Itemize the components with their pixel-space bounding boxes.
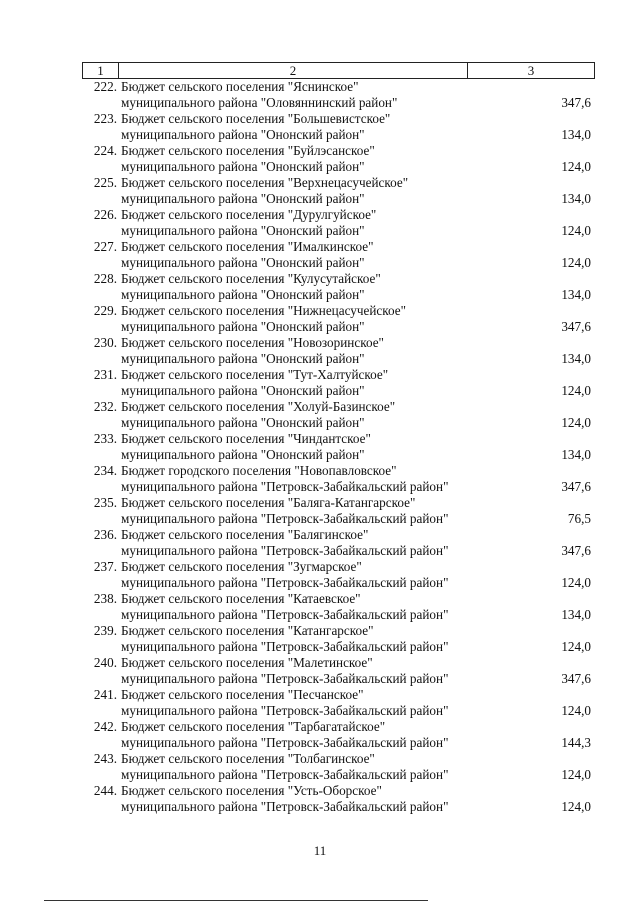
table-row — [82, 143, 597, 175]
row-amount: 134,0 — [561, 191, 591, 206]
row-title: Бюджет сельского поселения "Зугмарское" — [121, 559, 362, 574]
row-amount: 347,6 — [561, 543, 591, 558]
row-subtitle: муниципального района "Ононский район" — [121, 191, 365, 206]
row-title: Бюджет сельского поселения "Катаевское" — [121, 591, 361, 606]
table-row — [82, 687, 597, 719]
row-number: 233. — [93, 431, 117, 446]
row-number: 225. — [93, 175, 117, 190]
row-number: 235. — [93, 495, 117, 510]
table-row — [82, 175, 597, 207]
row-number: 241. — [93, 687, 117, 702]
row-subtitle: муниципального района "Ононский район" — [121, 383, 365, 398]
table-row — [82, 591, 597, 623]
row-subtitle: муниципального района "Петровск-Забайкальский район" — [121, 671, 449, 686]
row-subtitle: муниципального района "Петровск-Забайкальский район" — [121, 543, 449, 558]
row-title: Бюджет сельского поселения "Баляга-Катангарское" — [121, 495, 416, 510]
row-title: Бюджет сельского поселения "Тут-Халтуйское" — [121, 367, 389, 382]
row-number: 244. — [93, 783, 117, 798]
row-title: Бюджет сельского поселения "Малетинское" — [121, 655, 373, 670]
row-number: 222. — [93, 79, 117, 94]
row-subtitle: муниципального района "Ононский район" — [121, 351, 365, 366]
row-title: Бюджет сельского поселения "Усть-Оборское" — [121, 783, 382, 798]
row-title: Бюджет сельского поселения "Дурулгуйское" — [121, 207, 377, 222]
row-title: Бюджет сельского поселения "Холуй-Базинское" — [121, 399, 396, 414]
row-amount: 347,6 — [561, 479, 591, 494]
table-row — [82, 783, 597, 815]
row-subtitle: муниципального района "Ононский район" — [121, 287, 365, 302]
row-number: 242. — [93, 719, 117, 734]
row-title: Бюджет сельского поселения "Песчанское" — [121, 687, 364, 702]
row-title: Бюджет сельского поселения "Верхнецасучейское" — [121, 175, 409, 190]
row-title: Бюджет сельского поселения "Тарбагатайское" — [121, 719, 386, 734]
row-number: 237. — [93, 559, 117, 574]
row-amount: 124,0 — [561, 703, 591, 718]
row-number: 239. — [93, 623, 117, 638]
footer-rule — [44, 900, 428, 901]
page-number: 11 — [313, 843, 327, 858]
row-amount: 76,5 — [567, 511, 591, 526]
row-subtitle: муниципального района "Ононский район" — [121, 223, 365, 238]
row-title: Бюджет сельского поселения "Балягинское" — [121, 527, 369, 542]
table-row — [82, 335, 597, 367]
row-amount: 124,0 — [561, 255, 591, 270]
row-number: 223. — [93, 111, 117, 126]
row-amount: 134,0 — [561, 127, 591, 142]
table-row — [82, 719, 597, 751]
table-row — [82, 431, 597, 463]
row-subtitle: муниципального района "Ононский район" — [121, 127, 365, 142]
row-amount: 124,0 — [561, 575, 591, 590]
table-row — [82, 303, 597, 335]
row-title: Бюджет сельского поселения "Чиндантское" — [121, 431, 371, 446]
table-row — [82, 463, 597, 495]
row-subtitle: муниципального района "Ононский район" — [121, 159, 365, 174]
table-row — [82, 367, 597, 399]
row-number: 228. — [93, 271, 117, 286]
row-amount: 347,6 — [561, 95, 591, 110]
row-number: 232. — [93, 399, 117, 414]
row-subtitle: муниципального района "Ононский район" — [121, 255, 365, 270]
row-amount: 124,0 — [561, 223, 591, 238]
table-header — [82, 62, 595, 79]
table-row — [82, 399, 597, 431]
row-amount: 124,0 — [561, 415, 591, 430]
table-row — [82, 495, 597, 527]
row-number: 236. — [93, 527, 117, 542]
table-row — [82, 239, 597, 271]
row-title: Бюджет сельского поселения "Яснинское" — [121, 79, 359, 94]
table-row — [82, 79, 597, 111]
table-row — [82, 207, 597, 239]
row-amount: 134,0 — [561, 607, 591, 622]
table-row — [82, 559, 597, 591]
row-title: Бюджет сельского поселения "Кулусутайское" — [121, 271, 381, 286]
table-row — [82, 751, 597, 783]
row-number: 227. — [93, 239, 117, 254]
row-title: Бюджет сельского поселения "Ималкинское" — [121, 239, 374, 254]
header-col-1: 1 — [83, 63, 119, 78]
row-title: Бюджет сельского поселения "Буйлэсанское" — [121, 143, 375, 158]
row-title: Бюджет городского поселения "Новопавловское" — [121, 463, 397, 478]
table-row — [82, 271, 597, 303]
row-subtitle: муниципального района "Ононский район" — [121, 319, 365, 334]
row-number: 231. — [93, 367, 117, 382]
row-number: 230. — [93, 335, 117, 350]
table-row — [82, 655, 597, 687]
row-number: 229. — [93, 303, 117, 318]
row-number: 240. — [93, 655, 117, 670]
row-subtitle: муниципального района "Ононский район" — [121, 415, 365, 430]
row-amount: 347,6 — [561, 671, 591, 686]
header-col-2: 2 — [119, 63, 468, 78]
row-subtitle: муниципального района "Петровск-Забайкальский район" — [121, 799, 449, 814]
row-title: Бюджет сельского поселения "Толбагинское" — [121, 751, 375, 766]
row-subtitle: муниципального района "Петровск-Забайкальский район" — [121, 575, 449, 590]
row-subtitle: муниципального района "Петровск-Забайкальский район" — [121, 511, 449, 526]
row-title: Бюджет сельского поселения "Катангарское" — [121, 623, 374, 638]
row-subtitle: муниципального района "Оловяннинский район" — [121, 95, 398, 110]
row-number: 238. — [93, 591, 117, 606]
row-subtitle: муниципального района "Петровск-Забайкальский район" — [121, 735, 449, 750]
row-subtitle: муниципального района "Петровск-Забайкальский район" — [121, 639, 449, 654]
row-title: Бюджет сельского поселения "Большевистское" — [121, 111, 391, 126]
row-amount: 124,0 — [561, 383, 591, 398]
table-row — [82, 623, 597, 655]
header-col-3: 3 — [527, 63, 535, 78]
row-amount: 124,0 — [561, 799, 591, 814]
row-number: 226. — [93, 207, 117, 222]
row-number: 234. — [93, 463, 117, 478]
row-subtitle: муниципального района "Петровск-Забайкальский район" — [121, 607, 449, 622]
row-amount: 144,3 — [561, 735, 591, 750]
row-amount: 347,6 — [561, 319, 591, 334]
row-amount: 134,0 — [561, 351, 591, 366]
row-amount: 134,0 — [561, 287, 591, 302]
row-number: 224. — [93, 143, 117, 158]
row-subtitle: муниципального района "Петровск-Забайкальский район" — [121, 703, 449, 718]
row-amount: 124,0 — [561, 767, 591, 782]
budget-list — [82, 79, 597, 815]
row-subtitle: муниципального района "Ононский район" — [121, 447, 365, 462]
row-amount: 124,0 — [561, 159, 591, 174]
row-amount: 134,0 — [561, 447, 591, 462]
table-row — [82, 527, 597, 559]
row-subtitle: муниципального района "Петровск-Забайкальский район" — [121, 479, 449, 494]
row-title: Бюджет сельского поселения "Нижнецасучейское" — [121, 303, 406, 318]
row-subtitle: муниципального района "Петровск-Забайкальский район" — [121, 767, 449, 782]
table-row — [82, 111, 597, 143]
row-amount: 124,0 — [561, 639, 591, 654]
row-title: Бюджет сельского поселения "Новозоринское" — [121, 335, 384, 350]
row-number: 243. — [93, 751, 117, 766]
